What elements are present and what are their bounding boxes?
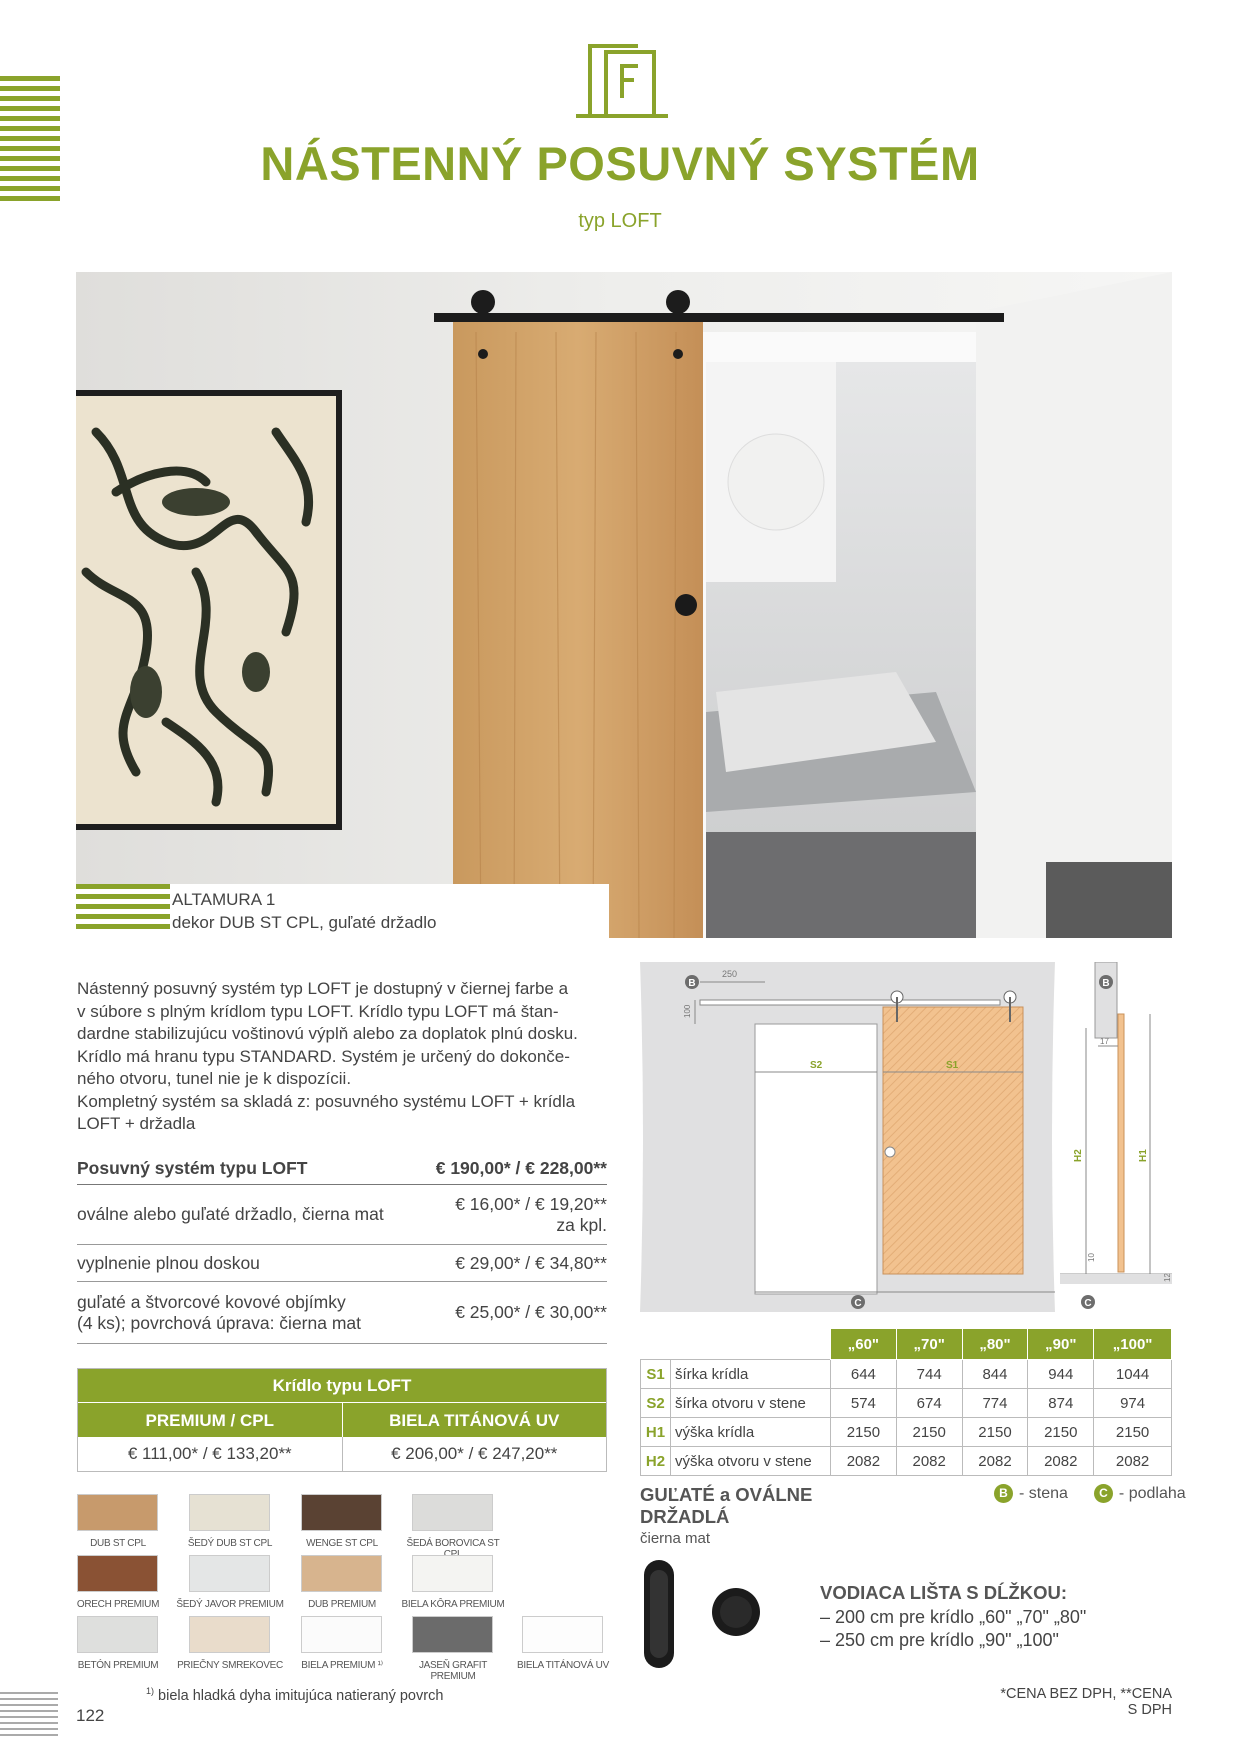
description-line: Krídlo má hranu typu STANDARD. Systém je určený do dokonče- [77,1046,570,1066]
swatch-label: ŠEDÝ JAVOR PREMIUM [176,1599,284,1610]
swatch-color [189,1616,270,1653]
handles-title-line: GUĽATÉ a OVÁLNE [640,1484,813,1505]
size-header: „80" [962,1329,1028,1360]
product-photo [76,272,1172,938]
price-list [77,1152,607,1344]
dim-label: 250 [722,969,738,979]
swatch-color [522,1616,603,1653]
dimension-value: 774 [962,1389,1028,1418]
bottom-stripes [0,1692,58,1740]
dim-label-s2: S2 [810,1060,823,1071]
swatch-label: JASEŇ GRAFIT PREMIUM [418,1660,488,1682]
dimension-value: 2150 [831,1418,897,1447]
swatch-color [189,1555,270,1592]
diagram-legend [994,1484,1186,1503]
dim-label-h1: H1 [1138,1149,1149,1162]
price-row-handle [77,1185,607,1245]
dimension-value: 744 [896,1360,962,1389]
door-table-price-premium: € 111,00* / € 133,20** [78,1437,343,1471]
dimension-value: 874 [1028,1389,1094,1418]
price-row-brackets [77,1282,607,1344]
marker-c-label: C [854,1298,862,1309]
dimension-code: S1 [641,1360,671,1389]
page-title: NÁSTENNÝ POSUVNÝ SYSTÉM [260,137,980,190]
price-label: Posuvný systém typu LOFT [77,1157,308,1178]
price-label-line: guľaté a štvorcové kovové objímky [77,1291,346,1312]
marker-b-icon [1099,975,1113,989]
swatch-label: BIELA TITÁNOVÁ UV [517,1660,609,1671]
dimension-code: S2 [641,1389,671,1418]
door-table-col-biela: BIELA TITÁNOVÁ UV [389,1411,560,1430]
dimension-value: 1044 [1094,1360,1172,1389]
swatch-label: WENGE ST CPL [306,1538,378,1549]
footnote-mark: 1) [146,1686,155,1696]
swatch-color [412,1616,493,1653]
dimension-value: 2150 [896,1418,962,1447]
brand-logo-icon [576,42,668,120]
page-number: 122 [76,1706,105,1725]
door-table-header [78,1402,606,1437]
swatch-color [301,1494,382,1531]
rail-length-line: – 200 cm pre krídlo „60" „70" „80" [820,1607,1087,1627]
photo-caption-model: ALTAMURA 1 [172,890,276,909]
door-table-col-premium: PREMIUM / CPL [78,1403,343,1437]
description-line: dardne stabilizujúcu voštinovú výplň alebo za doplatok plnú dosku. [77,1024,578,1043]
price-row-board [77,1245,607,1282]
marker-b-icon [685,975,699,989]
swatch-color [301,1555,382,1592]
footnote [146,1686,443,1704]
price-label: oválne alebo guľaté držadlo, čierna mat [77,1204,384,1224]
dimension-value: 2082 [831,1447,897,1476]
product-description [77,978,607,1136]
marker-b-label: B [688,978,696,989]
dimension-value: 2150 [962,1418,1028,1447]
swatch-color [77,1555,158,1592]
swatch-label: BIELA PREMIUM ¹⁾ [301,1660,383,1671]
swatch-label: BIELA KÔRA PREMIUM [401,1599,505,1610]
dimension-value: 2082 [1028,1447,1094,1476]
dimension-row [641,1389,1172,1418]
price-value [455,1194,607,1236]
swatch-label: ŠEDÁ BOROVICA ST [406,1538,500,1549]
size-header: „60" [831,1329,897,1360]
swatch-color [77,1616,158,1653]
price-label: vyplnenie plnou doskou [77,1252,260,1273]
dimension-table [640,1328,1172,1476]
marker-b-icon: B [994,1484,1013,1503]
rail-title: VODIACA LIŠTA S DĹŽKOU: [820,1582,1067,1603]
dimension-header-row [641,1329,1172,1360]
rail-length-line: – 250 cm pre krídlo „90" „100" [820,1630,1059,1650]
size-header: „90" [1028,1329,1094,1360]
page-subtitle: typ LOFT [578,210,662,232]
description-line: Kompletný systém sa skladá z: posuvného systému LOFT + krídla [77,1091,576,1111]
dim-label: 17 [1100,1037,1109,1046]
price-value: € 190,00* / € 228,00** [435,1157,607,1178]
description-line: Nástenný posuvný systém typ LOFT je dostupný v čiernej farbe a [77,979,569,998]
dimension-label: šírka otvoru v stene [671,1389,831,1418]
swatch-label: DUB ST CPL [90,1538,146,1549]
price-row-system [77,1152,607,1185]
dimension-row [641,1418,1172,1447]
door-table-row [78,1437,606,1471]
dim-label: 12 [1163,1273,1172,1282]
dimension-value: 2082 [896,1447,962,1476]
dimension-row [641,1447,1172,1476]
door-table-title: Krídlo typu LOFT [78,1369,606,1402]
marker-c-label: C [1084,1298,1092,1309]
swatch-color [412,1555,493,1592]
swatch-color [301,1616,382,1653]
price-value-line: € 16,00* / € 19,20** [455,1193,607,1214]
door-wing-price-table [77,1368,607,1472]
installation-diagram [640,962,1172,1312]
price-label [77,1292,361,1334]
dimension-value: 974 [1094,1389,1172,1418]
dim-label: 100 [683,1004,692,1018]
dimension-value: 574 [831,1389,897,1418]
marker-c-icon: C [1094,1484,1113,1503]
legend-floor: - podlaha [1118,1484,1186,1502]
price-value-unit: za kpl. [556,1214,607,1235]
swatch-label: ŠEDÝ DUB ST CPL [187,1538,273,1549]
handles-image [640,1560,770,1670]
handles-subtitle: čierna mat [640,1530,711,1547]
description-line: ného otvoru, tunel nie je k dispozícii. [77,1069,352,1088]
dim-label-h2: H2 [1073,1149,1084,1162]
dimension-value: 844 [962,1360,1028,1389]
door-table-price-biela: € 206,00* / € 247,20** [391,1444,558,1463]
swatch-label: ORECH PREMIUM [76,1599,160,1610]
dimension-value: 644 [831,1360,897,1389]
swatch-label: DUB PREMIUM [308,1599,376,1610]
marker-c-icon [1081,1295,1095,1309]
dimension-value: 2082 [962,1447,1028,1476]
size-header: „70" [896,1329,962,1360]
handles-title [640,1484,812,1528]
dim-label-s1: S1 [946,1060,959,1071]
legend-wall: - stena [1019,1484,1068,1502]
description-line: LOFT + držadla [77,1114,196,1133]
swatch-color [77,1494,158,1531]
dimension-value: 2150 [1094,1418,1172,1447]
price-label-line: (4 ks); povrchová úprava: čierna mat [77,1312,362,1333]
description-line: v súbore s plným krídlom typu LOFT. Krídlo typu LOFT má štan- [77,1001,559,1021]
dimension-code: H2 [641,1447,671,1476]
dimension-value: 2082 [1094,1447,1172,1476]
marker-c-icon [851,1295,865,1309]
room-illustration [76,272,1172,938]
dimension-code: H1 [641,1418,671,1447]
dimension-label: výška otvoru v stene [671,1447,831,1476]
caption-stripes [76,884,170,934]
price-value: € 29,00* / € 34,80** [455,1252,607,1273]
dimension-label: šírka krídla [671,1360,831,1389]
swatch-label: BETÓN PREMIUM [77,1660,159,1671]
photo-caption-decor: dekor DUB ST CPL, guľaté držadlo [172,913,437,932]
dimension-value: 674 [896,1389,962,1418]
price-note: *CENA BEZ DPH, **CENA S DPH [1000,1686,1172,1718]
swatch-color [412,1494,493,1531]
dimension-value: 2150 [1028,1418,1094,1447]
footnote-text: biela hladká dyha imitujúca natieraný povrch [158,1687,444,1704]
size-header: „100" [1094,1329,1172,1360]
swatch-label: PRIEČNY SMREKOVEC [177,1660,283,1671]
handles-title-line: DRŽADLÁ [640,1506,730,1527]
dimension-value: 944 [1028,1360,1094,1389]
price-value: € 25,00* / € 30,00** [455,1302,607,1322]
dim-label: 10 [1087,1253,1096,1262]
dimension-row [641,1360,1172,1389]
swatch-color [189,1494,270,1531]
dimension-label: výška krídla [671,1418,831,1447]
marker-b-label: B [1102,978,1110,989]
